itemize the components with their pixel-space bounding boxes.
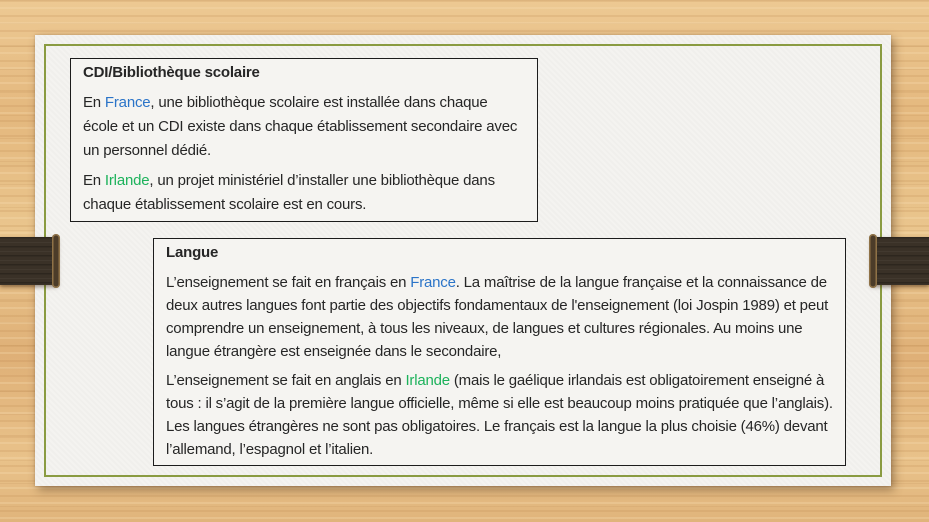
country-highlight-france: France bbox=[410, 274, 456, 291]
text-segment: , un projet ministériel d’installer une bibliothèque dans chaque établissement scolaire est en cours. bbox=[83, 172, 495, 213]
text-segment: En bbox=[83, 172, 105, 189]
country-highlight-irlande: Irlande bbox=[405, 372, 450, 389]
right-ribbon-strap bbox=[871, 237, 929, 285]
paragraph-france bbox=[83, 91, 525, 163]
paragraph-irlande bbox=[83, 169, 525, 217]
textbox-cdi-bibliotheque bbox=[70, 58, 538, 222]
country-highlight-france: France bbox=[104, 94, 151, 111]
country-highlight-irlande: Irlande bbox=[104, 172, 150, 189]
textbox-title: CDI/Bibliothèque scolaire bbox=[83, 64, 260, 81]
paragraph-france bbox=[166, 271, 833, 363]
slide-sheet bbox=[35, 35, 891, 486]
text-segment: En bbox=[83, 94, 105, 111]
paragraph-irlande bbox=[166, 369, 833, 461]
left-ribbon-strap bbox=[0, 237, 58, 285]
text-segment: L’enseignement se fait en anglais en bbox=[166, 372, 406, 389]
text-segment: (mais le gaélique irlandais est obligatoirement enseigné à tous : il s’agit de la première langue officielle, même si elle est beaucoup moins pratiquée que l’anglais). Les langues étrangères ne sont pas obligatoires. Le français est la langue la plus choisie (46%) devant l’allemand, l’espagnol et l’italien. bbox=[166, 372, 833, 458]
text-segment: , une bibliothèque scolaire est installée dans chaque école et un CDI existe dans chaque établissement secondaire avec un personnel dédié. bbox=[83, 94, 518, 159]
text-segment: . La maîtrise de la langue française et la connaissance de deux autres langues font partie des objectifs fondamentaux de l'enseignement (loi Jospin 1989) et peut comprendre un enseignement, à tous les niveaux, de langues et cultures régionales. Au moins une langue étrangère est enseignée dans le secondaire, bbox=[166, 274, 829, 360]
text-segment: L’enseignement se fait en français en bbox=[166, 274, 411, 291]
textbox-title: Langue bbox=[166, 244, 219, 261]
textbox-langue bbox=[153, 238, 846, 466]
